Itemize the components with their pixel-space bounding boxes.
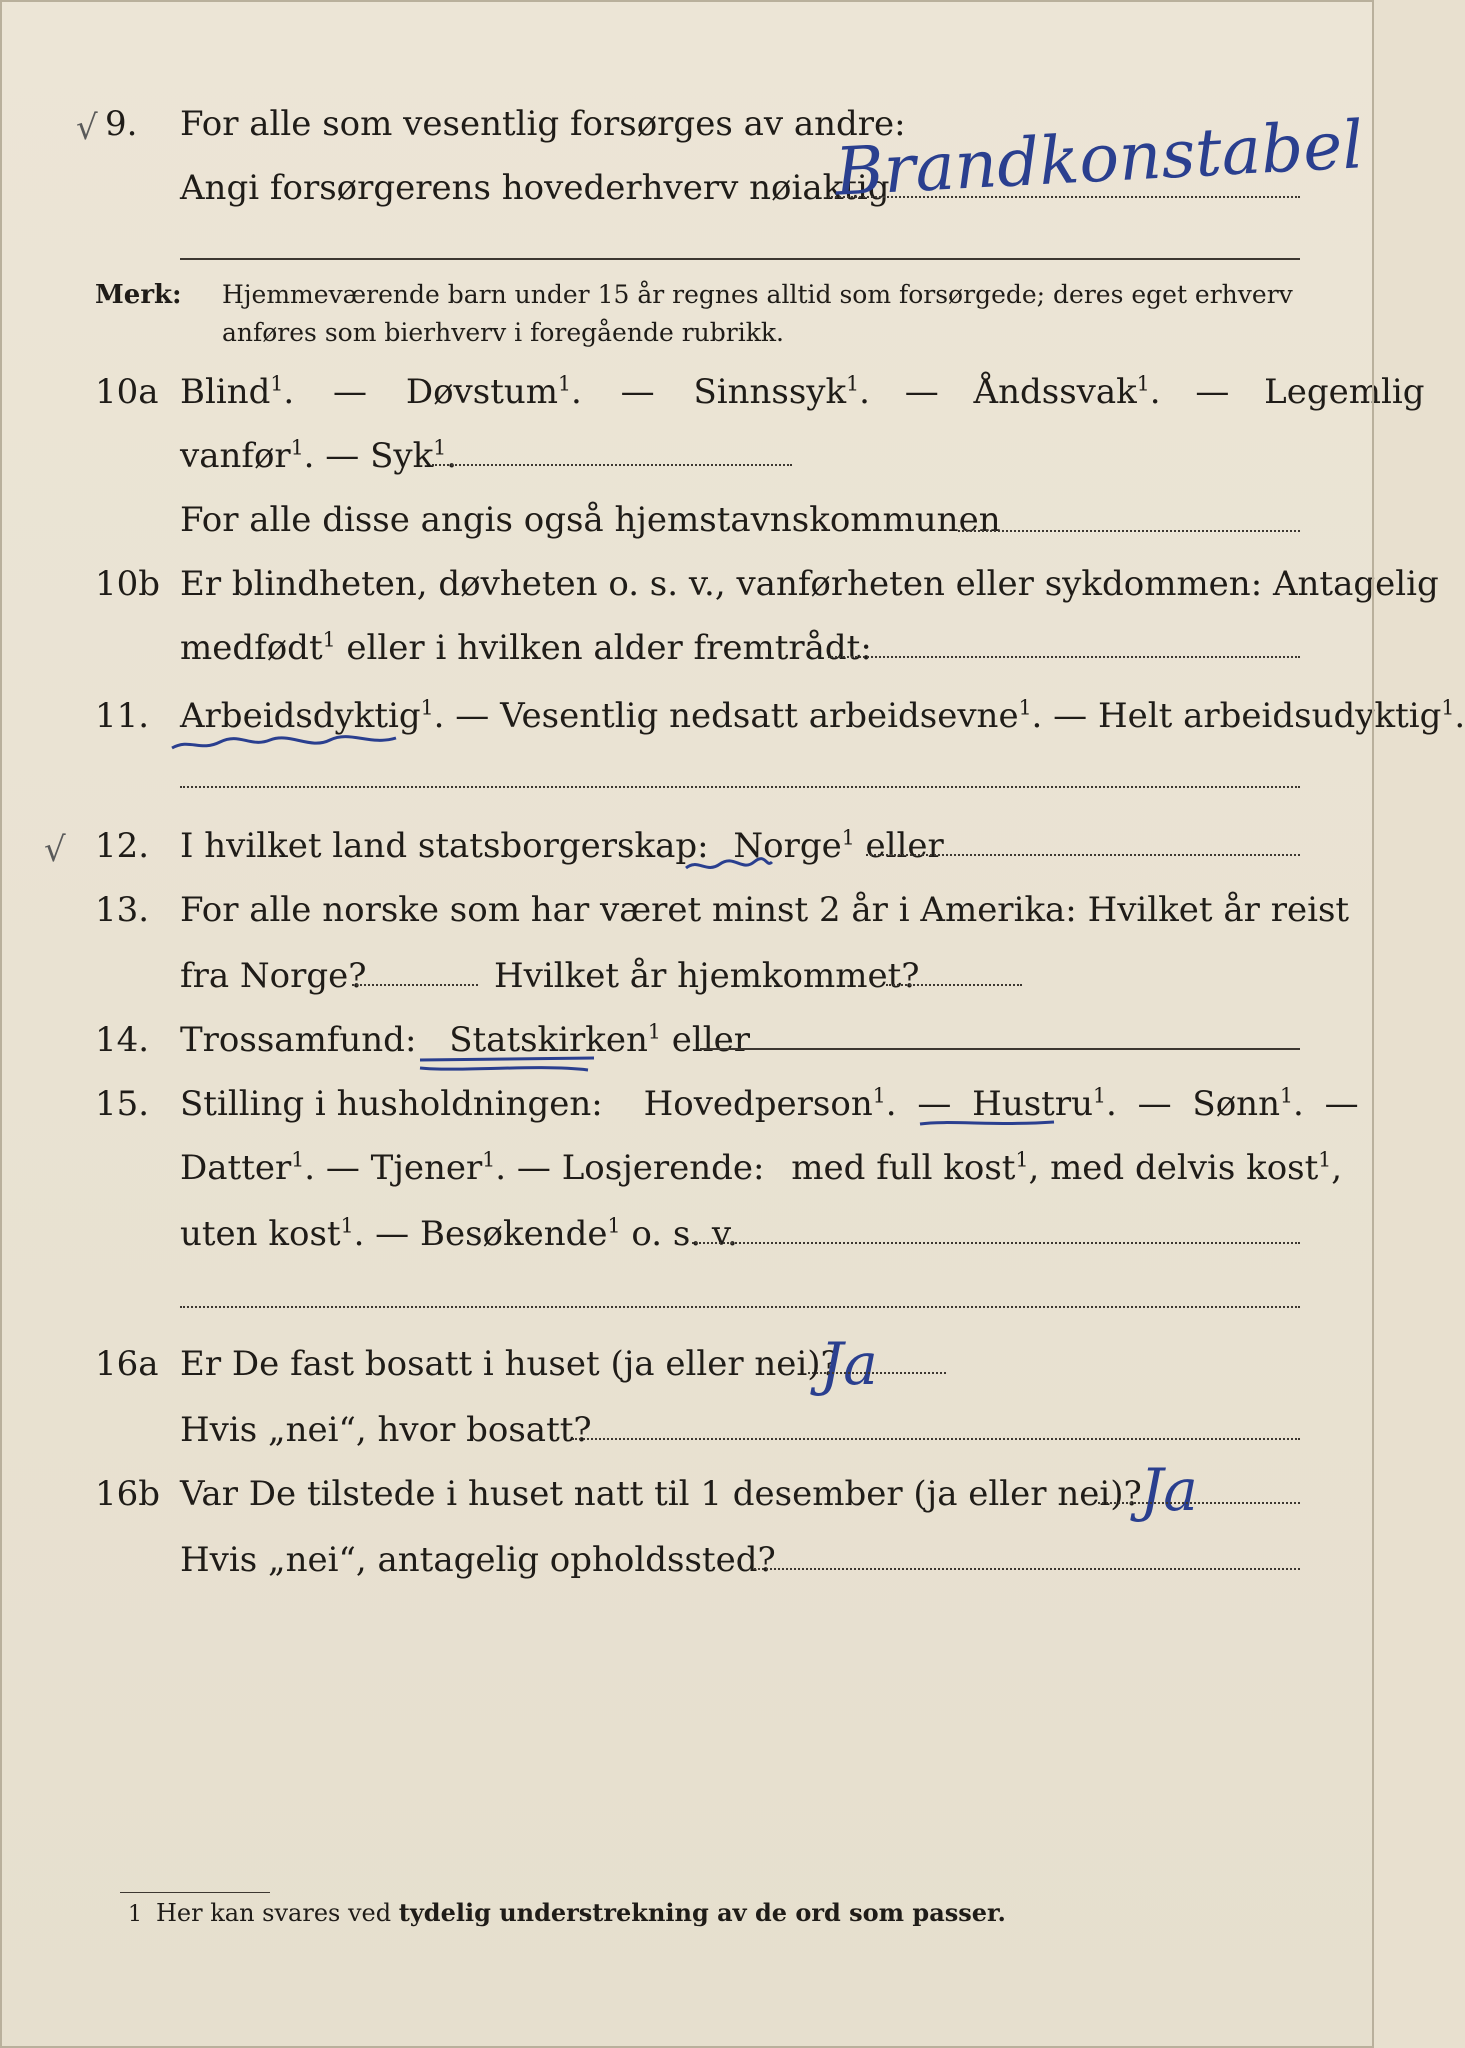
q15-options-line2: Datter$^1$. — Tjener$^1$. — Losjerende: med full kost$^1$, med delvis kost$^1$,	[180, 1147, 1343, 1188]
q12-handwritten-underline	[684, 854, 774, 878]
option-arbeidsudyktig: Helt arbeidsudyktig	[1097, 696, 1442, 736]
q10a-sub-answer-line	[958, 530, 1300, 532]
q12-answer-line	[866, 854, 1300, 856]
q13-sub2-answer-line	[886, 984, 1022, 986]
q13-sub2: Hvilket år hjemkommet?	[494, 956, 920, 996]
option-arbeidsdyktig: Arbeidsdyktig	[180, 696, 421, 736]
q14-question: Trossamfund: Statskirken$^1$ eller	[180, 1019, 750, 1060]
option-andssvak: Åndssvak	[973, 372, 1137, 412]
q13-sub1-answer-line	[352, 984, 478, 986]
q10a-subquestion: For alle disse angis også hjemstavnskommunen	[180, 500, 1001, 540]
q16b-sub: Hvis „nei“, antagelig opholdssted?	[180, 1540, 776, 1580]
q16b-sub-answer-line	[754, 1568, 1300, 1570]
q14-handwritten-underline	[418, 1052, 598, 1076]
q15-handwritten-underline	[918, 1116, 1058, 1130]
checkmark-icon: √	[76, 108, 98, 148]
option-tjener: Tjener	[370, 1148, 483, 1188]
q15-number: 15.	[95, 1084, 150, 1124]
q16b-number: 16b	[95, 1474, 161, 1514]
q16a-handwritten-answer: Ja	[820, 1330, 878, 1398]
q13-question: For alle norske som har været minst 2 år i Amerika: Hvilket år reist	[180, 890, 1350, 930]
option-datter: Datter	[180, 1148, 292, 1188]
footnote-separator	[120, 1892, 270, 1893]
q10b-number: 10b	[95, 564, 161, 604]
merk-line1: Hjemmeværende barn under 15 år regnes alltid som forsørgede; deres eget erhverv	[222, 280, 1293, 309]
merk-line2: anføres som bierhverv i foregående rubrikk.	[222, 318, 784, 347]
q16b-handwritten-answer: Ja	[1140, 1456, 1198, 1524]
q11-answer-line	[180, 786, 1300, 788]
option-statskirken: Statskirken	[449, 1020, 648, 1060]
q15-options-line3: uten kost$^1$. — Besøkende$^1$ o. s. v.	[180, 1213, 738, 1254]
option-blind: Blind	[180, 372, 271, 412]
option-nedsatt: Vesentlig nedsatt arbeidsevne	[500, 696, 1019, 736]
option-sinnssyk: Sinnssyk	[693, 372, 847, 412]
footnote-marker: 1	[128, 1902, 142, 1927]
q9-number: 9.	[105, 104, 138, 144]
q10b-question: Er blindheten, døvheten o. s. v., vanførheten eller sykdommen: Antagelig	[180, 564, 1439, 604]
q10a-number: 10a	[95, 372, 159, 412]
checkmark-icon: √	[44, 830, 66, 870]
option-dovstum: Døvstum	[405, 372, 559, 412]
q16b-answer-line	[1098, 1502, 1300, 1504]
q16a-answer-line	[808, 1372, 946, 1374]
option-norge: Norge	[733, 826, 842, 866]
q16a-number: 16a	[95, 1344, 159, 1384]
option-syk: Syk	[370, 436, 434, 476]
q10b-answer-line	[828, 656, 1300, 658]
q14-answer-line	[700, 1048, 1300, 1050]
q13-sub1: fra Norge?	[180, 956, 367, 996]
q10a-options: Blind$^1$. — Døvstum$^1$. — Sinnssyk$^1$. — Åndssvak$^1$. — Legemlig	[180, 371, 1425, 412]
q16a-sub-answer-line	[572, 1438, 1300, 1440]
q15-question: Stilling i husholdningen: Hovedperson$^1$. — Hustru$^1$. — Sønn$^1$. —	[180, 1083, 1359, 1124]
q16a-sub: Hvis „nei“, hvor bosatt?	[180, 1410, 592, 1450]
q9-handwritten-answer: Brandkonstabel	[833, 106, 1366, 211]
merk-label: Merk:	[95, 280, 182, 310]
q10a-answer-line	[432, 464, 792, 466]
q9-question: For alle som vesentlig forsørges av andre:	[180, 104, 906, 144]
q11-handwritten-underline	[170, 726, 400, 756]
option-legemlig: Legemlig	[1264, 372, 1425, 412]
option-hustru: Hustru	[972, 1084, 1093, 1124]
q14-number: 14.	[95, 1020, 150, 1060]
q15-extra-line	[180, 1306, 1300, 1308]
q16a-question: Er De fast bosatt i huset (ja eller nei)?	[180, 1344, 839, 1384]
q10b-question-line2: medfødt$^1$ eller i hvilken alder fremtrådt:	[180, 627, 872, 668]
footnote-text: Her kan svares ved tydelig understrekning av de ord som passer.	[156, 1898, 1006, 1927]
q15-answer-line	[692, 1242, 1300, 1244]
q10a-options-line2: vanfør$^1$. — Syk$^1$.	[180, 435, 458, 476]
q9-extra-line	[180, 258, 1300, 260]
q12-number: 12.	[95, 826, 150, 866]
q9-subquestion: Angi forsørgerens hovederhverv nøiaktig	[180, 168, 890, 208]
option-vanfor: vanfør	[180, 436, 291, 476]
option-sonn: Sønn	[1192, 1084, 1280, 1124]
q11-number: 11.	[95, 696, 150, 736]
q12-question: I hvilket land statsborgerskap: Norge$^1$ eller	[180, 825, 944, 866]
q13-number: 13.	[95, 890, 150, 930]
option-hovedperson: Hovedperson	[643, 1084, 873, 1124]
q16b-question: Var De tilstede i huset natt til 1 desember (ja eller nei)?	[180, 1474, 1142, 1514]
q11-options: Arbeidsdyktig$^1$. — Vesentlig nedsatt arbeidsevne$^1$. — Helt arbeidsudyktig$^1$.	[180, 695, 1465, 736]
